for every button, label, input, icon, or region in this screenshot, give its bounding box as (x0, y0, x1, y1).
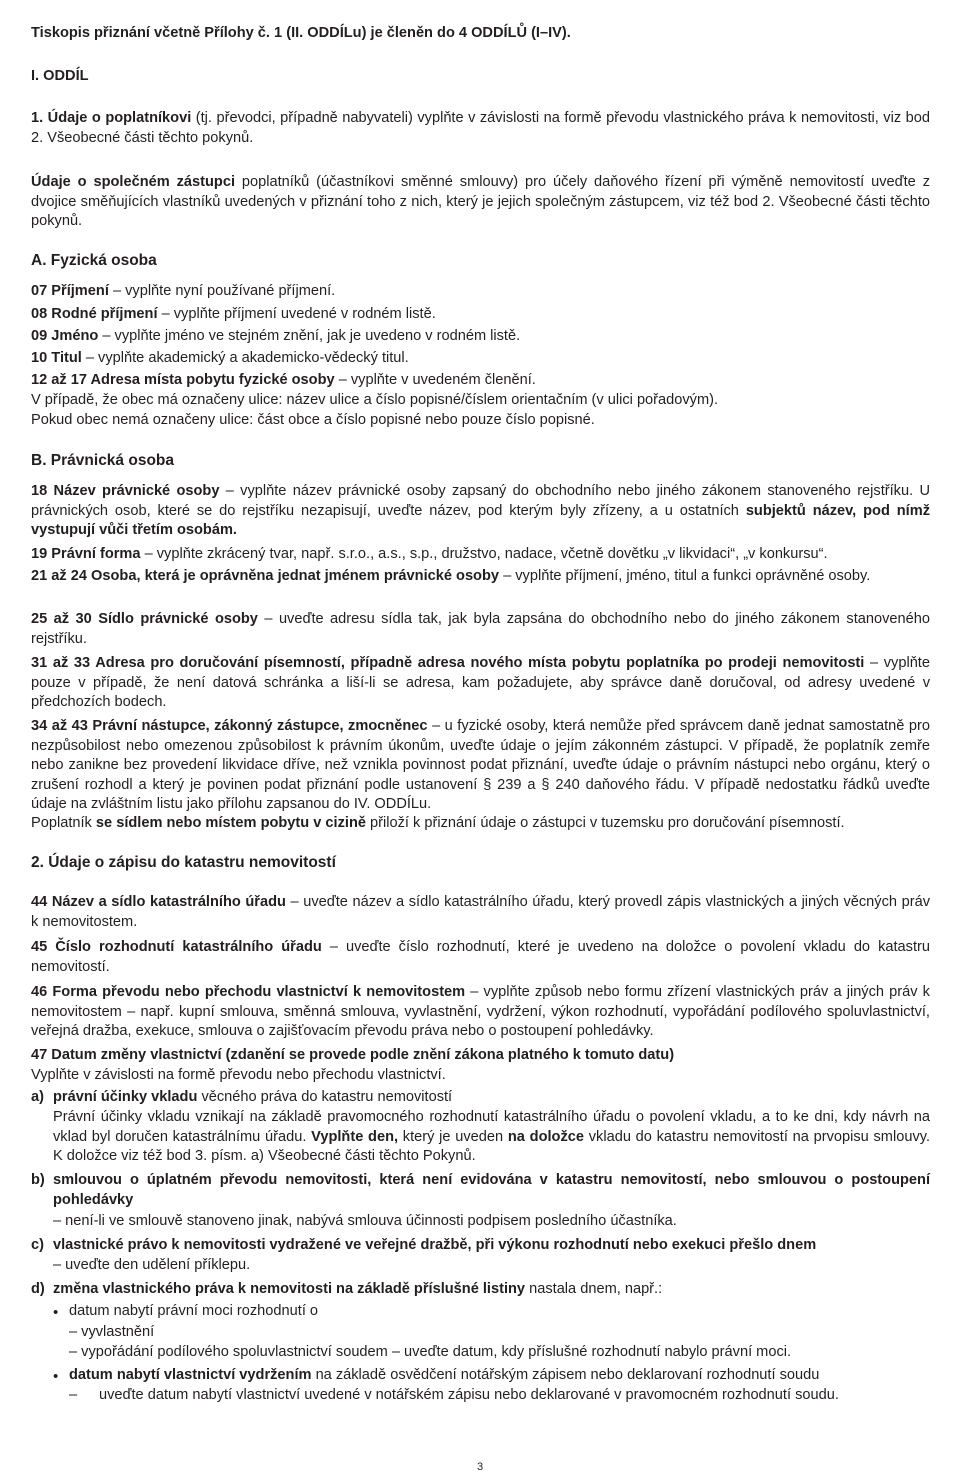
row-25-30: 25 až 30 Sídlo právnické osoby – uveďte adresu sídla tak, jak byla zapsána do obchodního nebo do jiného zákonem stanoveného rejstříku. (31, 611, 930, 647)
list-item-b: b) smlouvou o úplatném převodu nemovitosti, která není evidována v katastru nemovitostí, nebo smlouvou o postoupení pohledávky – není-li ve smlouvě stanoveno jinak, nabývá smlouva účinnosti podpisem posledního účastníka. (31, 1172, 930, 1229)
row-46: 46 Forma převodu nebo přechodu vlastnictví k nemovitostem – vyplňte způsob nebo formu zřízení vlastnických práv a jiných práv k nemovitostem – např. kupní smlouva, směnná smlouva, vyvlastnění, vydržení, výkon rozhodnutí, vypořádání podílového spoluvlastnictví, veřejná dražba, exekuce, smlouva o zajišťovacím převodu práva nebo o postoupení pohledávky. (31, 984, 930, 1039)
row-19: 19 Právní forma – vyplňte zkrácený tvar, např. s.r.o., a.s., s.p., družstvo, nadace, včetně dovětku „v likvidaci“, „v konkursu“. (31, 546, 828, 562)
row-09: 09 Jméno – vyplňte jméno ve stejném znění, jak je uvedeno v rodném listě. (31, 328, 521, 344)
row-34-cizina: Poplatník se sídlem nebo místem pobytu v cizině přiloží k přiznání údaje o zástupci v tuzemsku pro doručování písemností. (31, 815, 845, 831)
heading-pravnicka: B. Právnická osoba (31, 452, 175, 469)
row-31-33: 31 až 33 Adresa pro doručování písemností, případně adresa nového místa pobytu poplatníka po prodeji nemovitosti – vyplňte pouze v případě, že není datová schránka a liší-li se adresa, kam požadujete, aby správce daně doručoval, od adresy uvedené v předchozích bodech. (31, 655, 930, 710)
row-47-text: Vyplňte v závislosti na formě převodu nebo přechodu vlastnictví. (31, 1067, 446, 1083)
heading-fyzicka: A. Fyzická osoba (31, 252, 157, 269)
row-12-17: 12 až 17 Adresa místa pobytu fyzické osoby – vyplňte v uvedeném členění. (31, 372, 536, 388)
row-07: 07 Příjmení – vyplňte nyní používané příjmení. (31, 283, 336, 299)
street-rule-1: V případě, že obec má označeny ulice: název ulice a číslo popisné/číslem orientačním (v ulici pořadovým). (31, 392, 719, 408)
heading-katastr: 2. Údaje o zápisu do katastru nemovitostí (31, 854, 336, 871)
street-rule-2: Pokud obec nemá označeny ulice: část obce a číslo popisné nebo pouze číslo popisné. (31, 412, 595, 428)
page-number: 3 (476, 1461, 484, 1473)
row-34-43: 34 až 43 Právní nástupce, zákonný zástupce, zmocněnec – u fyzické osoby, která nemůže před správcem daně jednat samostatně pro nezpůsobilost nebo omezenou způsobilost k právním úkonům, uveďte údaje o jejím zákonném zástupci. V případě, že poplatník zemře nebo zanikne bez provedení likvidace dříve, než vznikla povinnost podat přiznání, uveďte údaje o právním nástupci nebo orgánu, který o zrušení rozhodl a který je povinen podat přiznání podle ustanovení § 239 a § 240 daňového řádu. V případě nedostatku řádků uveďte údaje na zvláštním listu jako přílohu zapsanou do IV. ODDÍLu. (31, 718, 930, 812)
list-item-a: a) právní účinky vkladu věcného práva do katastru nemovitostí Právní účinky vkladu vznikají na základě pravomocného rozhodnutí katastrálního úřadu o povolení vkladu, a to ke dni, kdy návrh na vklad byl doručen katastrálnímu úřadu. Vyplňte den, který je uveden na doložce vkladu do katastru nemovitostí na prvopisu smlouvy. K doložce viz též bod 3. písm. a) Všeobecné části těchto Pokynů. (31, 1089, 931, 1164)
section-heading: I. ODDÍL (31, 68, 89, 84)
row-44: 44 Název a sídlo katastrálního úřadu – uveďte název a sídlo katastrálního úřadu, který provedl zápis vlastnických a jiných věcných práv k nemovitostem. (31, 894, 930, 930)
row-45: 45 Číslo rozhodnutí katastrálního úřadu – uveďte číslo rozhodnutí, které je uvedeno na doložce o povolení vkladu do katastru nemovitostí. (31, 939, 930, 975)
item-1: 1. Údaje o poplatníkovi (tj. převodci, případně nabyvateli) vyplňte v závislosti na formě převodu vlastnického práva k nemovitosti, viz bod 2. Všeobecné části těchto pokynů. (31, 110, 930, 146)
bullet-dot: • (53, 1304, 59, 1321)
list-item-c: c) vlastnické právo k nemovitosti vydražené ve veřejné dražbě, při výkonu rozhodnutí nebo exekuci přešlo dnem – uveďte den udělení příklepu. (31, 1237, 817, 1273)
intro-line: Tiskopis přiznání včetně Přílohy č. 1 (II. ODDÍLu) je členěn do 4 ODDÍLŮ (I–IV). (31, 25, 571, 41)
list-item-d: d) změna vlastnického práva k nemovitosti na základě příslušné listiny nastala dnem, např.: • datum nabytí právní moci rozhodnutí o – vyvlastnění – vypořádání podílového spoluvlastnictví soudem – uveďte datum, kdy příslušné rozhodnutí nabylo právní moci. • datum nabytí vlastnictví vydržením na základě osvědčení notářským zápisem nebo deklarovaní rozhodnutí soudu – uveďte datum nabytí vlastnictví uvedené v notářském zápisu nebo deklarované v pravomocném rozhodnutí soudu. (31, 1281, 839, 1403)
bullet-dot: • (53, 1368, 59, 1385)
row-47: 47 Datum změny vlastnictví (zdanění se provede podle znění zákona platného k tomuto datu) (31, 1047, 675, 1063)
row-08: 08 Rodné příjmení – vyplňte příjmení uvedené v rodném listě. (31, 306, 436, 322)
row-10: 10 Titul – vyplňte akademický a akademicko-vědecký titul. (31, 350, 409, 366)
row-18: 18 Název právnické osoby – vyplňte název právnické osoby zapsaný do obchodního nebo jiného zákonem stanoveného rejstříku. U právnických osob, které se do rejstříku nezapisují, uveďte název, pod kterým byly zřízeny, a u ostatních subjektů název, pod nímž vystupují vůči třetím osobám. (31, 483, 930, 538)
row-21-24: 21 až 24 Osoba, která je oprávněna jednat jménem právnické osoby – vyplňte příjmení, jméno, titul a funkci oprávněné osoby. (31, 568, 871, 584)
rep-paragraph: Údaje o společném zástupci poplatníků (účastníkovi směnné smlouvy) pro účely daňového řízení při výměně nemovitostí uveďte z dvojice směňujících vlastníků uvedených v přiznání toho z nich, který je jejich společným zástupcem, viz též bod 2. Všeobecné části těchto pokynů. (31, 174, 930, 229)
